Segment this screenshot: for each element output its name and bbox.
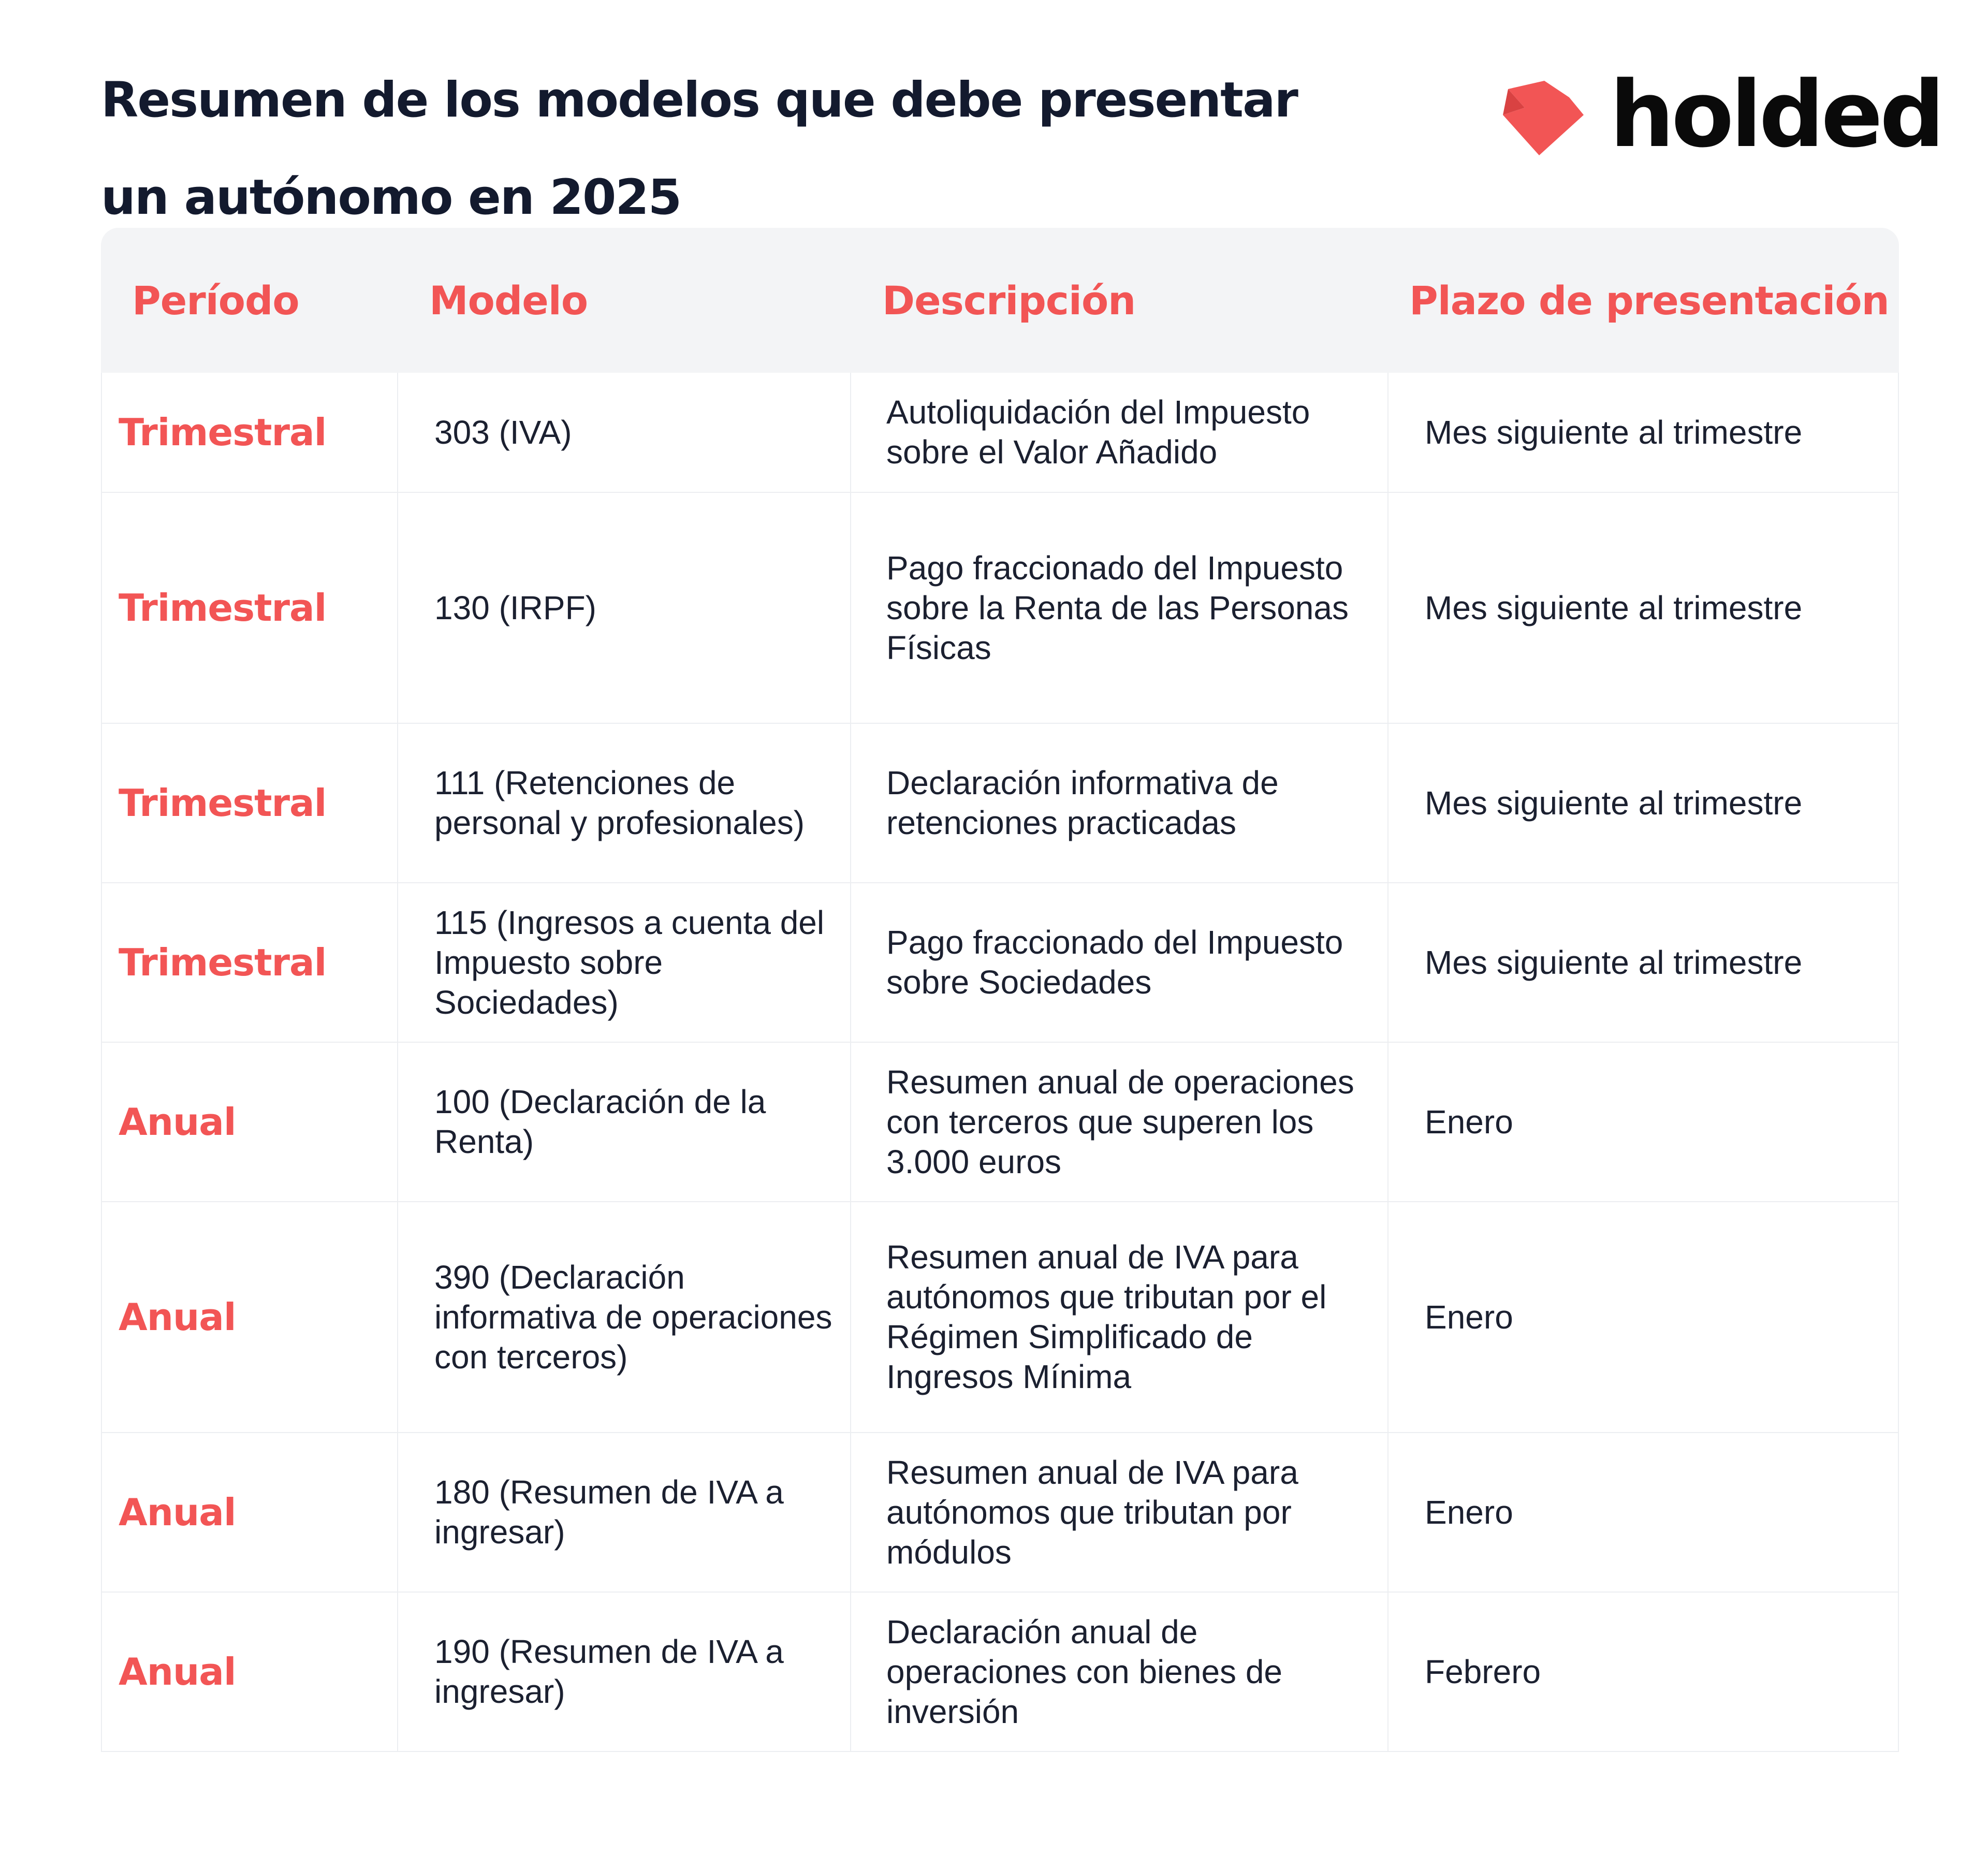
- header-plazo: Plazo de presentación: [1388, 228, 1899, 373]
- header-modelo: Modelo: [398, 228, 851, 373]
- cell-modelo: 190 (Resumen de IVA a ingresar): [398, 1593, 851, 1752]
- brand-logo: [1499, 62, 1942, 168]
- cell-periodo: Trimestral: [101, 373, 398, 493]
- cell-modelo: 180 (Resumen de IVA a ingresar): [398, 1433, 851, 1593]
- cell-plazo: Enero: [1388, 1433, 1899, 1593]
- title-line-2: un autónomo en 2025: [101, 169, 681, 226]
- cell-descripcion: Resumen anual de operaciones con terceros que superen los 3.000 euros: [851, 1043, 1388, 1202]
- cell-descripcion: Pago fraccionado del Impuesto sobre la Renta de las Personas Físicas: [851, 493, 1388, 724]
- cell-descripcion: Declaración anual de operaciones con bienes de inversión: [851, 1593, 1388, 1752]
- cell-descripcion: Autoliquidación del Impuesto sobre el Valor Añadido: [851, 373, 1388, 493]
- cell-plazo: Mes siguiente al trimestre: [1388, 883, 1899, 1043]
- cell-modelo: 390 (Declaración informativa de operaciones con terceros): [398, 1202, 851, 1433]
- cell-plazo: Enero: [1388, 1202, 1899, 1433]
- cell-descripcion: Pago fraccionado del Impuesto sobre Sociedades: [851, 883, 1388, 1043]
- cell-periodo: Anual: [101, 1593, 398, 1752]
- cell-plazo: Mes siguiente al trimestre: [1388, 724, 1899, 883]
- cell-modelo: 303 (IVA): [398, 373, 851, 493]
- cell-periodo: Trimestral: [101, 883, 398, 1043]
- cell-modelo: 111 (Retenciones de personal y profesionales): [398, 724, 851, 883]
- cell-periodo: Trimestral: [101, 493, 398, 724]
- cell-modelo: 100 (Declaración de la Renta): [398, 1043, 851, 1202]
- cell-plazo: Mes siguiente al trimestre: [1388, 373, 1899, 493]
- title-line-1: Resumen de los modelos que debe presentar: [101, 72, 1297, 128]
- cell-plazo: Febrero: [1388, 1593, 1899, 1752]
- table-row: [101, 883, 1899, 1043]
- table-row: [101, 1202, 1899, 1433]
- cell-modelo: 130 (IRPF): [398, 493, 851, 724]
- table-row: [101, 1433, 1899, 1593]
- models-table: [101, 228, 1899, 1752]
- holded-logo-icon: [1499, 78, 1587, 160]
- models-table-container: [101, 228, 1899, 1752]
- page-title: [101, 52, 1297, 246]
- header-descripcion: Descripción: [851, 228, 1388, 373]
- table-row: [101, 1043, 1899, 1202]
- cell-periodo: Anual: [101, 1202, 398, 1433]
- table-row: [101, 373, 1899, 493]
- table-row: [101, 1593, 1899, 1752]
- table-header-row: [101, 228, 1899, 373]
- table-row: [101, 724, 1899, 883]
- cell-plazo: Enero: [1388, 1043, 1899, 1202]
- cell-descripcion: Resumen anual de IVA para autónomos que tributan por el Régimen Simplificado de Ingresos Mínima: [851, 1202, 1388, 1433]
- table-row: [101, 493, 1899, 724]
- cell-modelo: 115 (Ingresos a cuenta del Impuesto sobre Sociedades): [398, 883, 851, 1043]
- cell-periodo: Trimestral: [101, 724, 398, 883]
- brand-name: holded: [1610, 62, 1942, 168]
- cell-descripcion: Declaración informativa de retenciones practicadas: [851, 724, 1388, 883]
- header-periodo: Período: [101, 228, 398, 373]
- cell-periodo: Anual: [101, 1433, 398, 1593]
- cell-periodo: Anual: [101, 1043, 398, 1202]
- cell-descripcion: Resumen anual de IVA para autónomos que tributan por módulos: [851, 1433, 1388, 1593]
- cell-plazo: Mes siguiente al trimestre: [1388, 493, 1899, 724]
